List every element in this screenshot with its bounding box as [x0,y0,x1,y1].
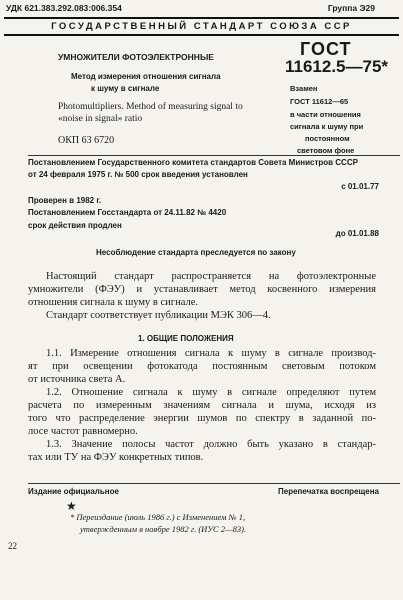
replaces-line: ГОСТ 11612—65 [290,97,349,106]
star-icon: ★ [66,499,77,513]
replaces-line: в части отношения [290,110,361,119]
decree-line-1: Постановлением Государственного комитета стандартов Совета Министров СССР [28,158,358,167]
footer-divider [28,483,400,484]
reprint-note-line-2: утвержденным в ноябре 1982 г. (ИУС 2—83). [80,524,247,534]
intro-paragraph-line: отношения сигнала к шуму в сигнале. [28,297,198,308]
clause-1-2-line: лосе частот равномерно. [28,426,138,437]
page-number: 22 [8,541,17,551]
method-title-line-2: к шуму в сигнале [91,84,160,93]
law-notice: Несоблюдение стандарта преследуется по закону [96,248,296,257]
replaces-line: световом фоне [297,146,355,155]
decree-line-4: срок действия продлен [28,221,122,230]
validity-date: до 01.01.88 [335,229,379,238]
header-divider [28,155,400,156]
gost-number: 11612.5—75* [285,57,389,76]
clause-1-2-line: того что распределение энергии шумов по спектру в заданной по- [28,413,376,424]
section-heading: 1. ОБЩИЕ ПОЛОЖЕНИЯ [138,334,234,343]
checked-note: Проверен в 1982 г. [28,196,102,205]
standard-title-en-line-1: Photomultipliers. Method of measuring signal to [58,102,243,112]
reprint-note-line-1: * Переиздание (июль 1986 г.) с Изменением № 1, [70,512,246,522]
official-edition-label: Издание официальное [28,487,119,496]
clause-1-1-line: 1.1. Измерение отношения сигнала к шуму в сигнале производ- [46,348,376,359]
standard-title-en-line-2: «noise in signal» ratio [58,114,143,124]
replaces-line: постоянном [305,134,350,143]
conformity-paragraph: Стандарт соответствует публикации МЭК 306—4. [46,310,271,321]
intro-paragraph-line: Настоящий стандарт распространяется на фотоэлектронные [46,271,376,282]
clause-1-3-line: тах или ТУ на ФЭУ конкретных типов. [28,452,204,463]
decree-line-3: Постановлением Госстандарта от 24.11.82 № 4420 [28,208,227,217]
okp-code: ОКП 63 6720 [58,135,115,146]
clause-1-2-line: 1.2. Отношение сигнала к шуму в сигнале определяют путем [46,387,376,398]
clause-1-3-line: 1.3. Значение полосы частот должно быть указано в стандар- [46,439,376,450]
effective-date: с 01.01.77 [341,182,379,191]
method-title-line-1: Метод измерения отношения сигнала [71,72,221,81]
state-standard-banner: ГОСУДАРСТВЕННЫЙ СТАНДАРТ СОЮЗА ССР [4,17,399,36]
reprint-prohibited-label: Перепечатка воспрещена [278,487,379,496]
gost-label: ГОСТ [300,39,352,59]
intro-paragraph-line: умножители (ФЭУ) и устанавливает метод косвенного измерения [28,284,376,295]
clause-1-1-line: от источника света А. [28,374,126,385]
decree-line-2: от 24 февраля 1975 г. № 500 срок введения установлен [28,170,248,179]
standard-title-ru: УМНОЖИТЕЛИ ФОТОЭЛЕКТРОННЫЕ [58,52,214,62]
udk-code: УДК 621.383.292.083:006.354 [6,3,122,13]
clause-1-2-line: расчета по измеренным значениям сигнала и шума, исходя из [28,400,376,411]
replaces-line: сигнала к шуму при [290,122,364,131]
replaces-line: Взамен [290,84,318,93]
clause-1-1-line: ят при освещении фотокатода постоянным световым потоком [28,361,376,372]
group-code: Группа Э29 [327,3,375,13]
